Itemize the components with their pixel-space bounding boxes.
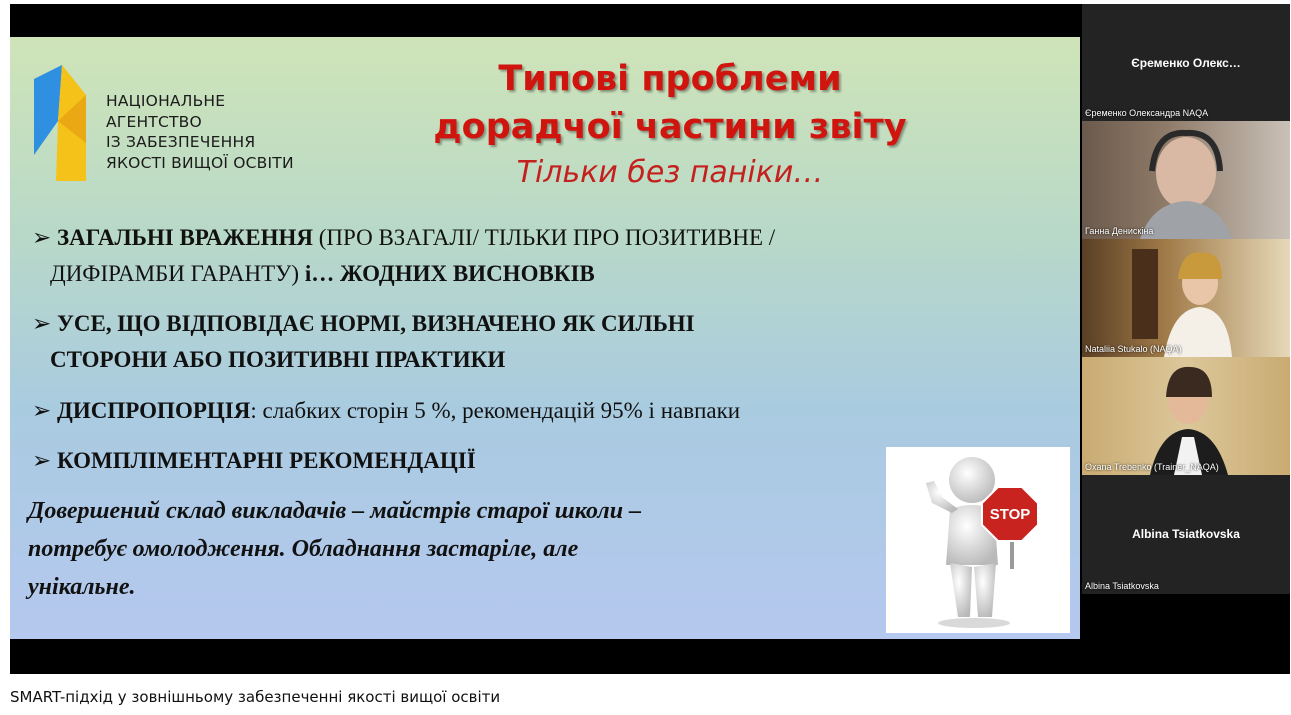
participant-name: Nataliia Stukalo (NAQA)	[1085, 344, 1182, 354]
bullet-bold: і… ЖОДНИХ ВИСНОВКІВ	[304, 261, 595, 286]
bullet-marker-icon: ➢	[32, 448, 52, 473]
bullet-bold: ДИСПРОПОРЦІЯ	[57, 398, 251, 423]
participant-tile[interactable]	[1082, 475, 1290, 594]
bullet-normal: : слабких сторін 5 %, рекомендацій 95% і навпаки	[250, 398, 741, 423]
quote-line: Довершений склад викладачів – майстрів старої школи –	[28, 498, 642, 524]
bullet-bold: СТОРОНИ АБО ПОЗИТИВНІ ПРАКТИКИ	[50, 347, 506, 372]
stop-figure-icon	[886, 447, 1070, 633]
bullet-marker-icon: ➢	[32, 225, 52, 250]
stop-illustration	[886, 447, 1070, 633]
participant-tile[interactable]	[1082, 357, 1290, 475]
participants-panel	[1082, 4, 1290, 594]
participant-display-name: Єременко Олекс…	[1131, 56, 1241, 70]
bullet-general-impressions-cont	[50, 256, 595, 291]
participant-video-icon	[1082, 121, 1290, 239]
slide-title-line1: Типові проблеми	[498, 59, 842, 99]
participant-tile[interactable]	[1082, 4, 1290, 121]
org-name: НАЦІОНАЛЬНЕ АГЕНТСТВО ІЗ ЗАБЕЗПЕЧЕННЯ ЯКОСТІ ВИЩОЇ ОСВІТИ	[106, 92, 294, 172]
bullet-norm-strengths	[32, 306, 695, 341]
quote-line: потребує омолодження. Обладнання застаріле, але	[28, 536, 579, 562]
bullet-disproportion	[32, 393, 740, 428]
video-area	[10, 4, 1290, 674]
participant-video-icon	[1082, 239, 1290, 357]
slide-subtitle: Тільки без паніки…	[516, 155, 824, 190]
bullet-normal: (ПРО ВЗАГАЛІ/ ТІЛЬКИ ПРО ПОЗИТИВНЕ /	[313, 225, 776, 250]
participant-tile[interactable]	[1082, 239, 1290, 357]
bullet-bold: ЗАГАЛЬНІ ВРАЖЕННЯ	[57, 225, 313, 250]
bullet-marker-icon: ➢	[32, 398, 52, 423]
participant-name: Albina Tsiatkovska	[1085, 581, 1159, 591]
example-quote	[28, 492, 848, 606]
participant-display-name: Albina Tsiatkovska	[1132, 527, 1240, 541]
slide-title-line2: дорадчої частини звіту	[433, 107, 907, 147]
bullet-bold: КОМПЛІМЕНТАРНІ РЕКОМЕНДАЦІЇ	[57, 448, 476, 473]
naqa-logo-icon	[32, 63, 88, 183]
bullet-general-impressions	[32, 220, 775, 255]
participant-video-icon	[1082, 357, 1290, 475]
stop-sign-text: STOP	[989, 506, 1031, 523]
participant-name: Єременко Олександра NAQA	[1085, 108, 1209, 118]
video-caption: SMART-підхід у зовнішньому забезпеченні якості вищої освіти	[10, 688, 501, 706]
participant-name: Oxana Trebenko (Trainer_NAQA)	[1085, 462, 1219, 472]
bullet-complimentary	[32, 443, 476, 478]
presentation-slide	[10, 37, 1080, 639]
quote-line: унікальне.	[28, 574, 136, 600]
participant-name: Ганна Денискіна	[1085, 226, 1154, 236]
bullet-norm-strengths-cont	[50, 342, 505, 377]
bullet-normal: ДИФІРАМБИ ГАРАНТУ)	[50, 261, 305, 286]
bullet-marker-icon: ➢	[32, 311, 52, 336]
participant-tile[interactable]	[1082, 121, 1290, 239]
bullet-bold: УСЕ, ЩО ВІДПОВІДАЄ НОРМІ, ВИЗНАЧЕНО ЯК СИЛЬНІ	[57, 311, 695, 336]
